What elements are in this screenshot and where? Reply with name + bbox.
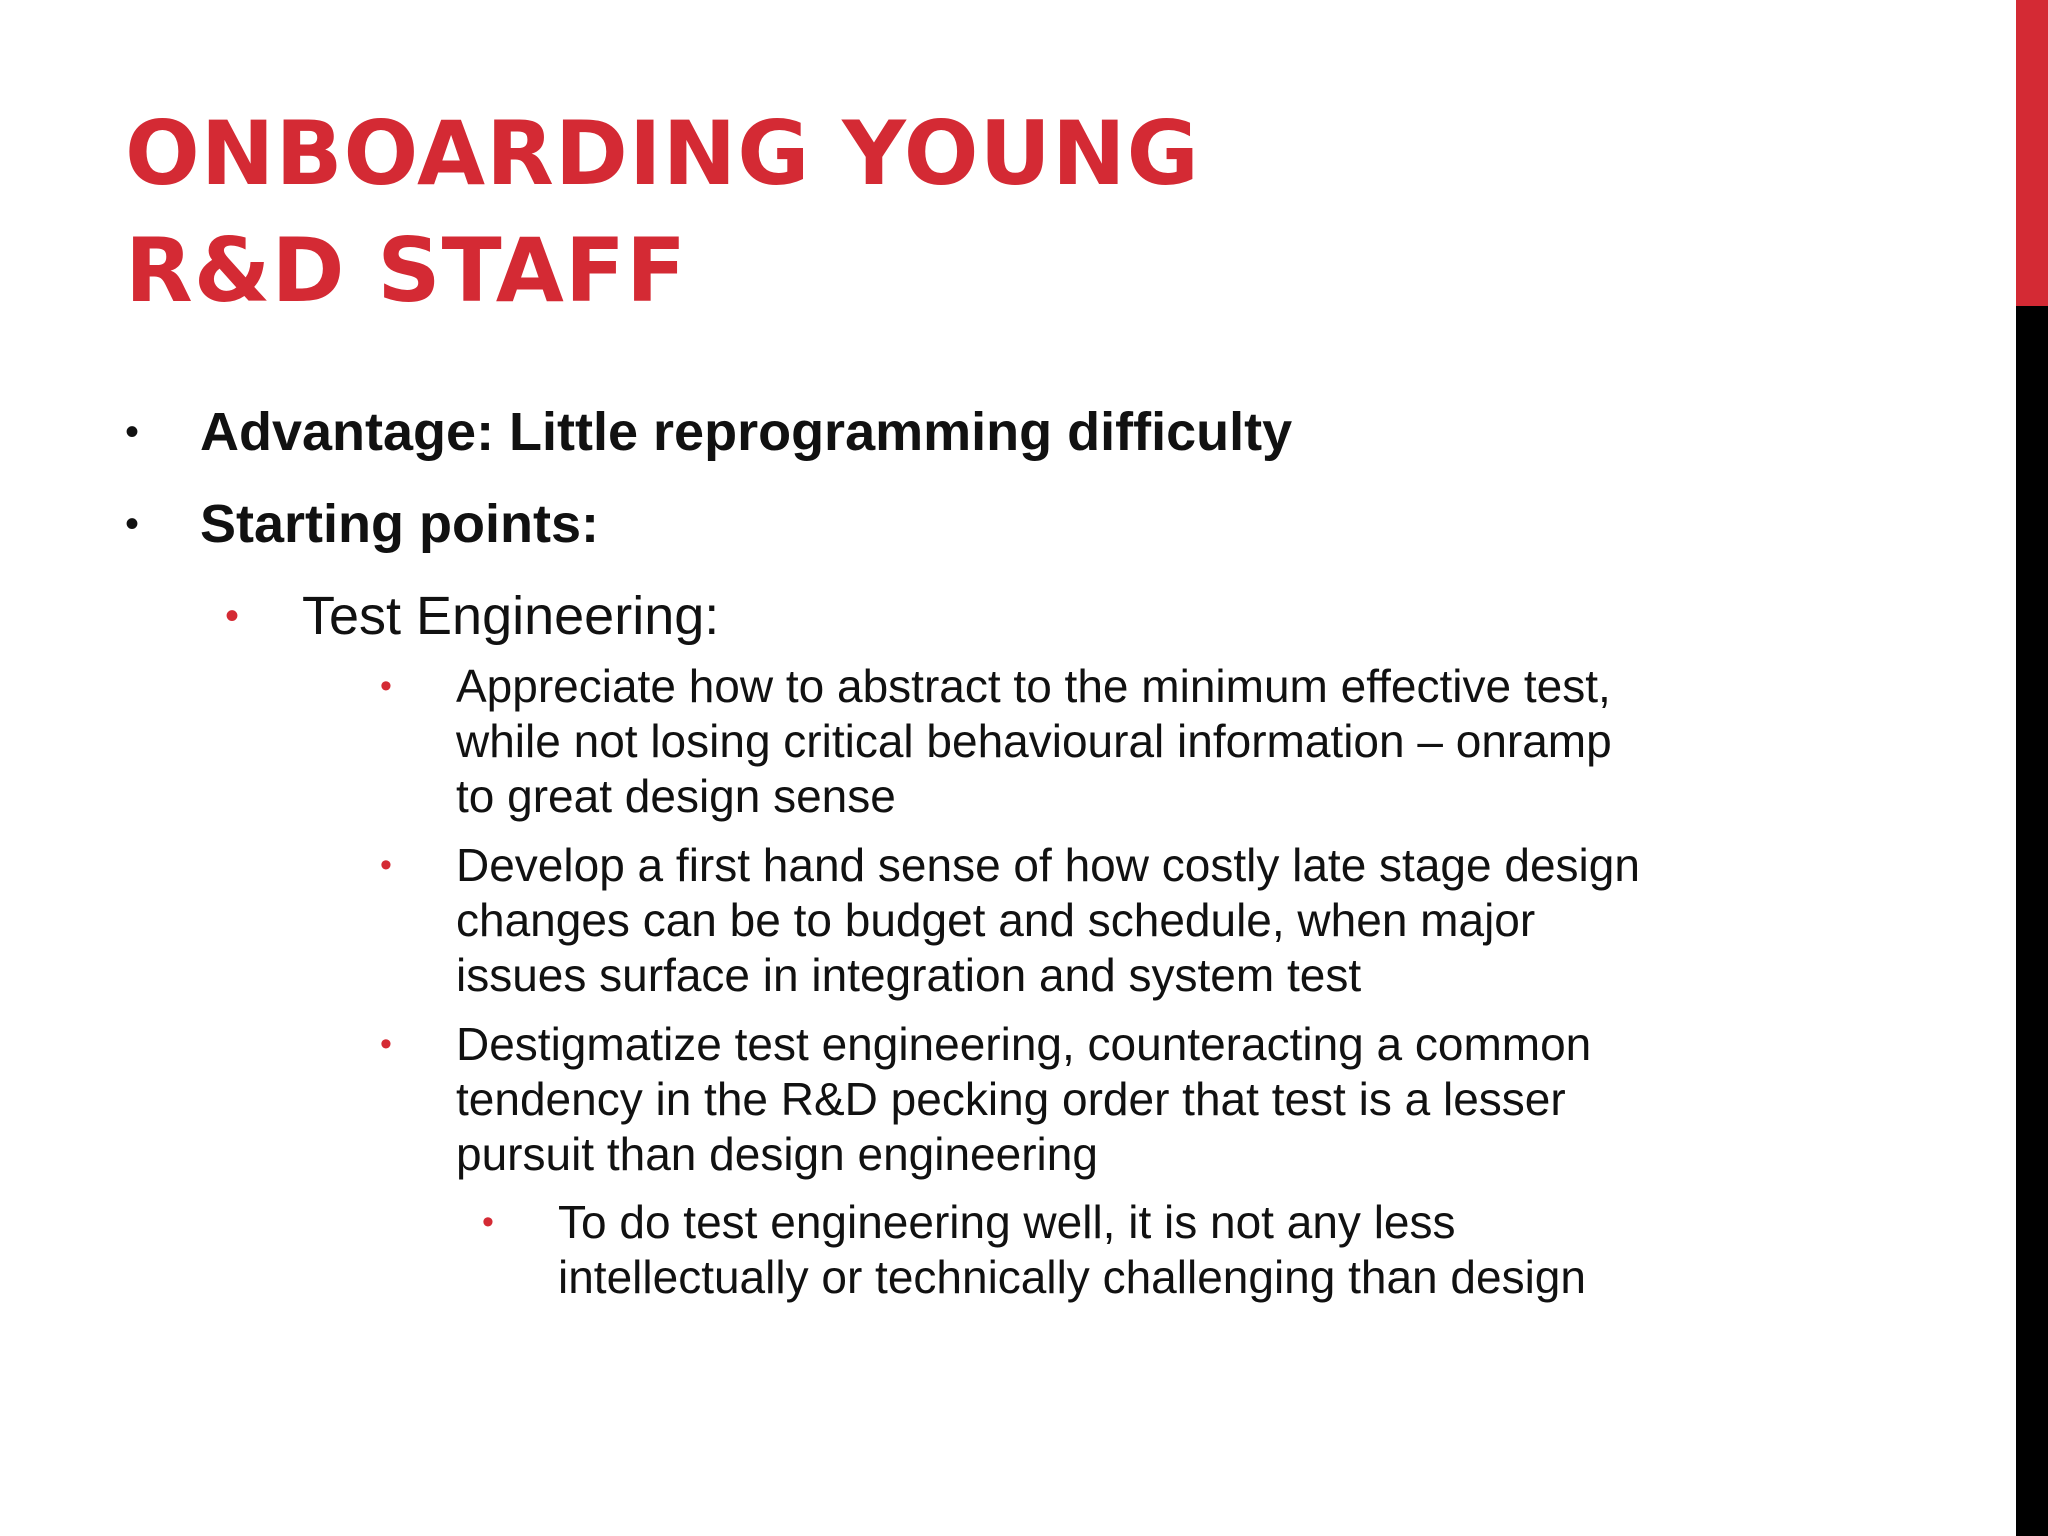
text-line: while not losing critical behavioural information – onramp [456, 715, 1612, 767]
text-line: changes can be to budget and schedule, when major [456, 894, 1536, 946]
bullet-marker: • [125, 410, 140, 454]
text-line: To do test engineering well, it is not any less [558, 1196, 1456, 1248]
bullet-not-less-challenging [558, 1195, 1586, 1305]
bullet-marker: • [482, 1203, 494, 1241]
text-line: Develop a first hand sense of how costly late stage design [456, 839, 1640, 891]
side-accent-bar-black [2016, 306, 2048, 1536]
bullet-appreciate-abstraction [456, 659, 1612, 824]
text-line: pursuit than design engineering [456, 1128, 1098, 1180]
bullet-late-stage-changes [456, 838, 1640, 1003]
bullet-marker: • [380, 1025, 392, 1063]
text-line: issues surface in integration and system test [456, 949, 1362, 1001]
text-line: intellectually or technically challenging than design [558, 1251, 1586, 1303]
text-line: Destigmatize test engineering, counteracting a common [456, 1018, 1592, 1070]
bullet-marker: • [380, 846, 392, 884]
title-line-1: ONBOARDING YOUNG [125, 102, 1200, 205]
bullet-starting-points: Starting points: [200, 494, 599, 554]
bullet-marker: • [380, 667, 392, 705]
bullet-advantage: Advantage: Little reprogramming difficulty [200, 402, 1293, 462]
title-line-2: R&D STAFF [125, 219, 688, 322]
slide-title [125, 95, 1625, 329]
side-accent-bar-red [2016, 0, 2048, 306]
bullet-destigmatize [456, 1017, 1591, 1182]
text-line: Appreciate how to abstract to the minimum effective test, [456, 660, 1611, 712]
bullet-marker: • [225, 594, 240, 638]
bullet-marker: • [125, 502, 140, 546]
text-line: tendency in the R&D pecking order that test is a lesser [456, 1073, 1566, 1125]
text-line: to great design sense [456, 770, 896, 822]
bullet-test-engineering: Test Engineering: [302, 586, 720, 646]
